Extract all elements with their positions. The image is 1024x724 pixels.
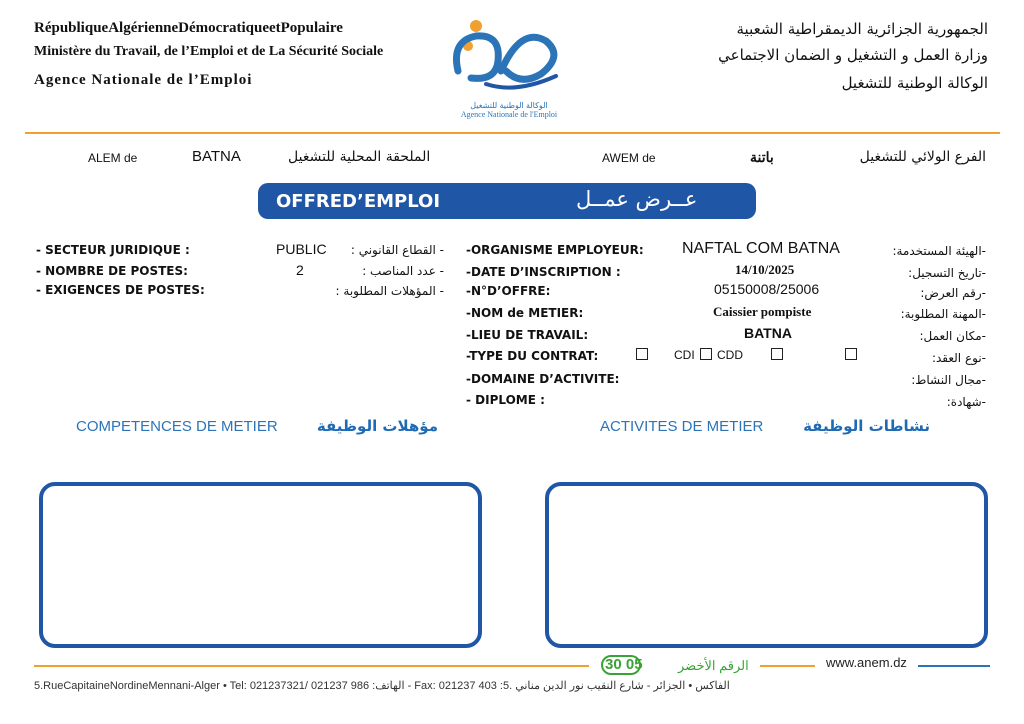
competences-box[interactable] bbox=[39, 482, 482, 648]
postes-label: - NOMBRE DE POSTES: bbox=[36, 264, 188, 278]
awem-label-ar: الفرع الولائي للتشغيل bbox=[859, 149, 986, 165]
footer-rule-left bbox=[34, 665, 589, 667]
header-fr-line3: Agence Nationale de l’Emploi bbox=[34, 72, 253, 88]
awem-label: AWEM de bbox=[602, 151, 656, 165]
contrat-label: -TYPE DU CONTRAT: bbox=[466, 349, 599, 363]
metier-label: -NOM de METIER: bbox=[466, 306, 584, 320]
header-divider bbox=[25, 132, 1000, 134]
logo-caption-fr: Agence Nationale de l'Emploi bbox=[460, 110, 558, 119]
diplome-label: - DIPLOME : bbox=[466, 393, 545, 407]
competences-heading-ar: مؤهلات الوظيفة bbox=[316, 417, 438, 435]
contrat-checkbox-cdi[interactable] bbox=[700, 348, 712, 360]
contrat-checkbox-4[interactable] bbox=[845, 348, 857, 360]
metier-label-ar: -المهنة المطلوبة: bbox=[900, 307, 986, 321]
logo-caption-ar: الوكالة الوطنية للتشغيل bbox=[470, 101, 548, 110]
activites-heading-fr: ACTIVITES DE METIER bbox=[600, 418, 764, 435]
website-link[interactable]: www.anem.dz bbox=[826, 655, 907, 670]
banner-title-fr: OFFRED’EMPLOI bbox=[276, 191, 441, 212]
metier-value: Caissier pompiste bbox=[713, 304, 812, 319]
domaine-label-ar: -مجال النشاط: bbox=[911, 373, 986, 387]
anem-logo bbox=[446, 16, 572, 120]
lieu-value: BATNA bbox=[744, 325, 792, 341]
activites-heading-ar: نشاطات الوظيفة bbox=[803, 417, 930, 435]
num-label-ar: -رقم العرض: bbox=[920, 286, 986, 300]
domaine-label: -DOMAINE D’ACTIVITE: bbox=[466, 372, 620, 386]
contrat-cdi-label: CDI bbox=[674, 348, 695, 362]
diplome-label-ar: -شهادة: bbox=[946, 395, 986, 409]
lieu-label: -LIEU DE TRAVAIL: bbox=[466, 328, 589, 342]
secteur-label: - SECTEUR JURIDIQUE : bbox=[36, 243, 190, 257]
header-ar-line3: الوكالة الوطنية للتشغيل bbox=[841, 74, 988, 92]
date-label: -DATE D’INSCRIPTION : bbox=[466, 265, 621, 279]
competences-heading-fr: COMPETENCES DE METIER bbox=[76, 418, 278, 435]
lieu-label-ar: -مكان العمل: bbox=[919, 329, 986, 343]
num-value: 05150008/25006 bbox=[714, 281, 820, 297]
secteur-value: PUBLIC bbox=[276, 241, 327, 257]
header-ar-line1: الجمهورية الجزائرية الديمقراطية الشعبية bbox=[736, 20, 988, 38]
organisme-value: NAFTAL COM BATNA bbox=[682, 240, 840, 257]
num-label: -N°D’OFFRE: bbox=[466, 284, 551, 298]
header-fr-line2: Ministère du Travail, de l’Emploi et de La Sécurité Sociale bbox=[34, 44, 384, 59]
contrat-checkbox-cdd[interactable] bbox=[771, 348, 783, 360]
postes-value: 2 bbox=[296, 262, 304, 278]
green-number: 30 05 bbox=[605, 656, 643, 673]
header-ar-line2: وزارة العمل و التشغيل و الضمان الاجتماعي bbox=[718, 46, 988, 64]
alem-label: ALEM de bbox=[88, 151, 138, 165]
footer-address: 5.RueCapitaineNordineMennani-Alger • Tel: 021237321/ 021237 986 :الهاتف - Fax: 021237 403 :الفاكس • الجزائر - شارع النقيب نور الدين مناني .5 bbox=[34, 680, 730, 692]
footer-rule-right bbox=[918, 665, 990, 667]
header-fr-line1: RépubliqueAlgérienneDémocratiqueetPopulaire bbox=[34, 20, 343, 36]
awem-value: باتنة bbox=[750, 149, 774, 165]
exigences-label-ar: - المؤهلات المطلوبة : bbox=[335, 284, 444, 298]
offer-banner bbox=[258, 183, 756, 219]
contrat-label-ar: -نوع العقد: bbox=[931, 351, 986, 365]
banner-title-ar: عــرض عمــل bbox=[576, 187, 698, 211]
secteur-label-ar: - القطاع القانوني : bbox=[350, 243, 444, 257]
exigences-label: - EXIGENCES DE POSTES: bbox=[36, 283, 205, 297]
green-number-label-ar: الرقم الأخضر bbox=[678, 658, 749, 673]
alem-label-ar: الملحقة المحلية للتشغيل bbox=[288, 149, 431, 165]
date-label-ar: -تاريخ التسجيل: bbox=[908, 266, 986, 280]
anem-logo-icon bbox=[446, 16, 572, 96]
postes-label-ar: - عدد المناصب : bbox=[362, 264, 444, 278]
contrat-cdd-label: CDD bbox=[717, 348, 743, 362]
activites-box[interactable] bbox=[545, 482, 988, 648]
organisme-label-ar: -الهيئة المستخدمة: bbox=[892, 244, 986, 258]
contrat-checkbox-1[interactable] bbox=[636, 348, 648, 360]
alem-value: BATNA bbox=[192, 148, 241, 165]
footer-rule-mid bbox=[760, 665, 815, 667]
date-value: 14/10/2025 bbox=[735, 262, 795, 277]
organisme-label: -ORGANISME EMPLOYEUR: bbox=[466, 243, 644, 257]
